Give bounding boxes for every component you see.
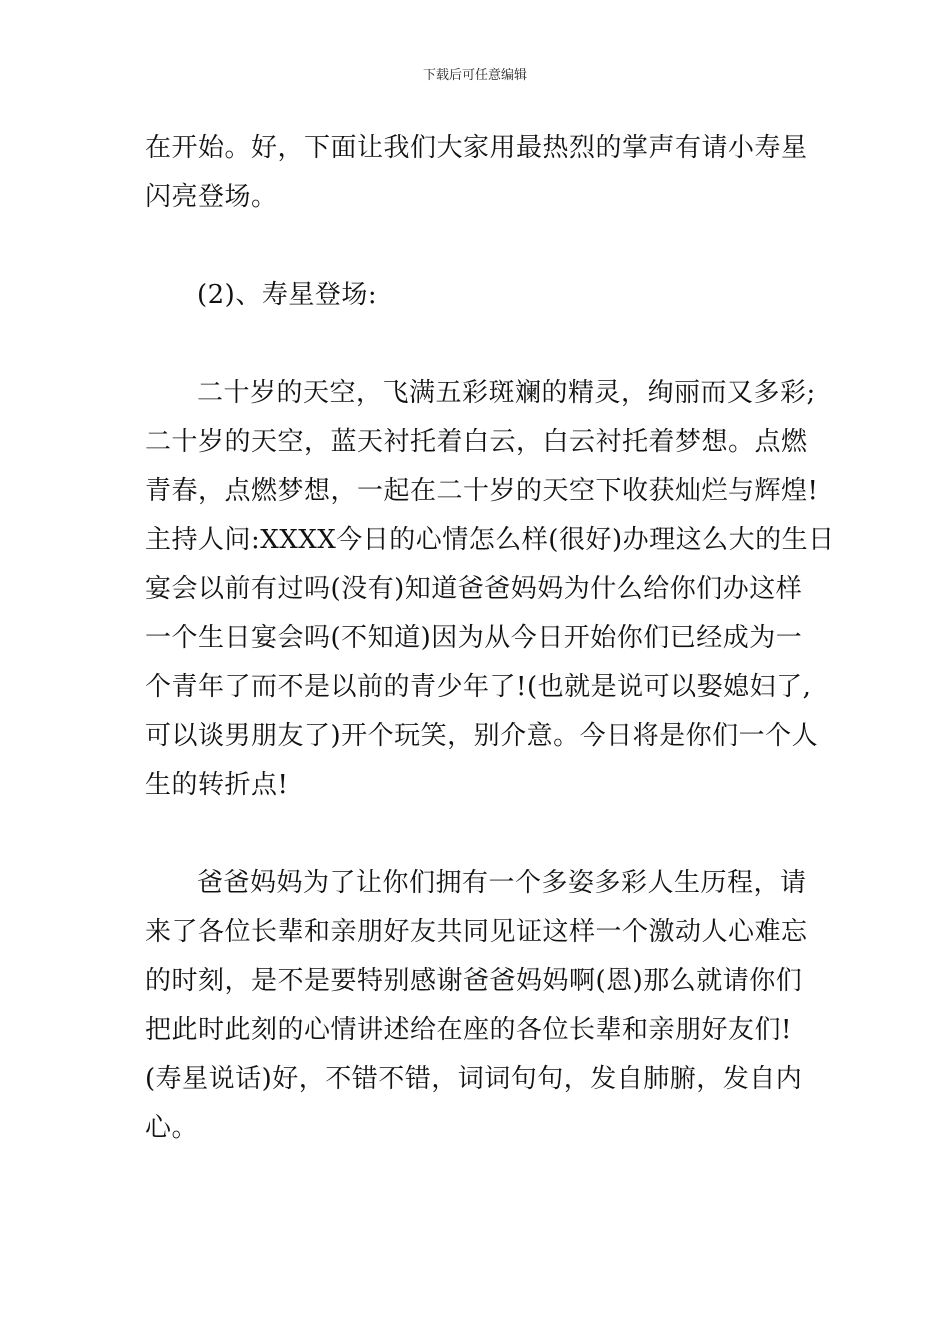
section-heading: (2)、寿星登场: [197,280,378,310]
paragraph-line: 个青年了而不是以前的青少年了!(也就是说可以娶媳妇了, [145,672,812,702]
paragraph-gap [145,320,825,369]
page-header-note: 下载后可任意编辑 [422,68,527,83]
paragraph-line: 闪亮登场。 [145,182,278,212]
paragraph-line: 宴会以前有过吗(没有)知道爸爸妈妈为什么给你们办这样 [145,574,803,604]
paragraph-line: 二十岁的天空，蓝天衬托着白云，白云衬托着梦想。点燃 [145,427,808,457]
paragraph-line: 爸爸妈妈为了让你们拥有一个多姿多彩人生历程，请 [197,868,807,898]
paragraph-3 [145,369,835,810]
paragraph-1 [145,124,825,222]
paragraph-line: 青春，点燃梦想，一起在二十岁的天空下收获灿烂与辉煌! [145,476,819,506]
document-body [145,124,835,1153]
paragraph-2-section-heading [145,271,825,320]
paragraph-line: 主持人问:XXXX今日的心情怎么样(很好)办理这么大的生日 [145,525,835,555]
paragraph-line: 生的转折点! [145,770,289,800]
paragraph-line: 的时刻，是不是要特别感谢爸爸妈妈啊(恩)那么就请你们 [145,966,803,996]
paragraph-line: 把此时此刻的心情讲述给在座的各位长辈和亲朋好友们! [145,1015,792,1045]
paragraph-line: (寿星说话)好，不错不错，词词句句，发自肺腑，发自内 [145,1064,803,1094]
paragraph-gap [145,810,825,859]
paragraph-line: 心。 [145,1113,199,1143]
paragraph-line: 在开始。好，下面让我们大家用最热烈的掌声有请小寿星 [145,133,808,163]
paragraph-4 [145,859,825,1153]
paragraph-line: 一个生日宴会吗(不知道)因为从今日开始你们已经成为一 [145,623,803,653]
paragraph-gap [145,222,825,271]
paragraph-line: 可以谈男朋友了)开个玩笑，别介意。今日将是你们一个人 [145,721,819,751]
paragraph-line: 二十岁的天空，飞满五彩斑斓的精灵，绚丽而又多彩; [197,378,816,408]
paragraph-line: 来了各位长辈和亲朋好友共同见证这样一个激动人心难忘 [145,917,808,947]
